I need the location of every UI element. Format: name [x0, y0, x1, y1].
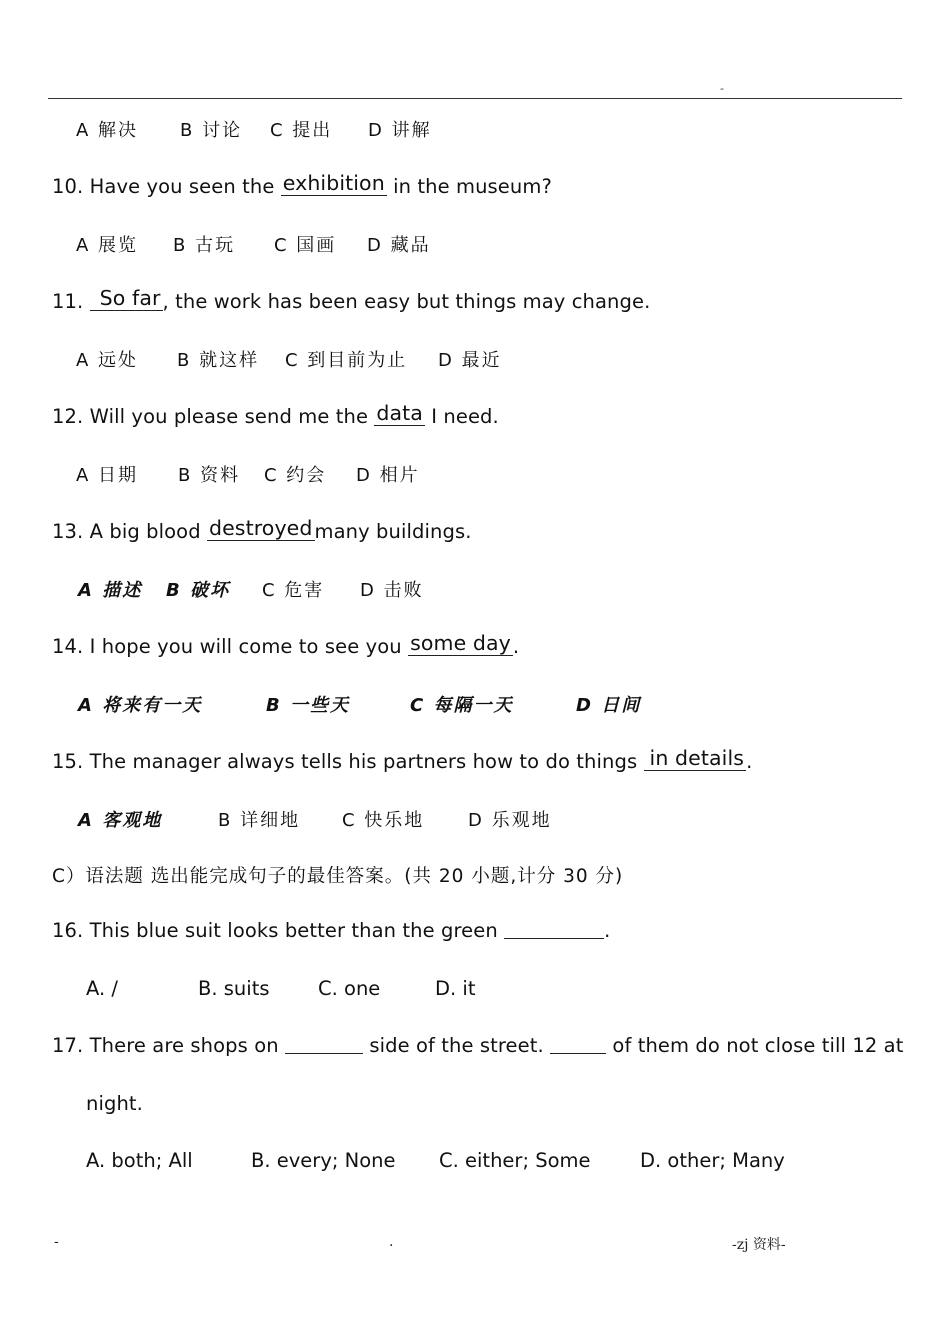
q10-underlined: exhibition — [282, 171, 385, 195]
q12-text-after: I need. — [431, 405, 499, 428]
section-c-heading: C）语法题 选出能完成句子的最佳答案。(共 20 小题,计分 30 分) — [52, 866, 624, 887]
q13-option-a: A 描述 — [78, 580, 143, 601]
footer-center-mark: . — [389, 1234, 394, 1250]
q9-option-d: D 讲解 — [368, 120, 432, 141]
q15-text-before: The manager always tells his partners how to do things — [89, 750, 638, 773]
q13-options — [78, 576, 424, 602]
q11-option-d: D 最近 — [438, 350, 502, 371]
q9-option-a: A 解决 — [76, 120, 139, 141]
question-16 — [52, 919, 610, 942]
q14-options — [78, 691, 641, 717]
q12-text-before: Will you please send me the — [89, 405, 369, 428]
q14-text-after: . — [512, 635, 520, 658]
q14-text-before: I hope you will come to see you — [89, 635, 402, 658]
q17-option-c: C. either; Some — [439, 1149, 591, 1172]
q15-underlined: in details — [644, 747, 747, 771]
q17-line2: night. — [86, 1092, 143, 1115]
q14-option-a: A 将来有一天 — [78, 695, 203, 716]
q15-option-a: A 客观地 — [78, 810, 163, 831]
q16-option-c: C. one — [318, 977, 381, 1000]
q16-text-after: . — [604, 919, 611, 942]
q10-option-b: B 古玩 — [173, 235, 236, 256]
q13-text-after: many buildings. — [314, 520, 472, 543]
q10-options — [76, 231, 431, 257]
q10-option-a: A 展览 — [76, 235, 139, 256]
q10-text-before: Have you seen the — [89, 175, 275, 198]
q13-option-c: C 危害 — [262, 580, 325, 601]
q14-option-b: B 一些天 — [266, 695, 350, 716]
q17-number: 17. — [52, 1034, 84, 1057]
footer-label: -zj 资料- — [732, 1237, 786, 1253]
q10-number: 10. — [52, 175, 84, 198]
q16-options — [86, 977, 475, 1000]
q11-option-a: A 远处 — [76, 350, 139, 371]
q12-option-a: A 日期 — [76, 465, 139, 486]
q17-text-part3: of them do not close till 12 at — [612, 1034, 904, 1057]
q11-underlined: So far — [90, 287, 163, 311]
q9-option-c: C 提出 — [270, 120, 333, 141]
question-14 — [52, 632, 519, 658]
q10-option-d: D 藏品 — [367, 235, 431, 256]
q17-blank-2 — [550, 1037, 606, 1054]
q12-underlined: data — [376, 401, 423, 425]
q16-option-a: A. / — [86, 977, 118, 1000]
header-mark: - — [720, 82, 724, 95]
question-12 — [52, 402, 499, 428]
q11-options — [76, 346, 502, 372]
q13-text-before: A big blood — [89, 520, 201, 543]
q12-number: 12. — [52, 405, 84, 428]
q15-text-after: . — [746, 750, 753, 773]
q9-options — [76, 116, 432, 142]
q14-option-d: D 日间 — [576, 695, 642, 716]
q11-option-c: C 到目前为止 — [285, 350, 408, 371]
question-17 — [52, 1034, 903, 1057]
q17-option-a: A. both; All — [86, 1149, 193, 1172]
q15-number: 15. — [52, 750, 84, 773]
q15-option-d: D 乐观地 — [468, 810, 552, 831]
q17-blank-1 — [285, 1037, 363, 1054]
q17-option-b: B. every; None — [251, 1149, 396, 1172]
q16-blank — [504, 922, 604, 939]
question-13 — [52, 517, 472, 543]
q17-text-part1: There are shops on — [89, 1034, 279, 1057]
q15-option-c: C 快乐地 — [342, 810, 425, 831]
q14-option-c: C 每隔一天 — [410, 695, 514, 716]
q12-option-b: B 资料 — [178, 465, 241, 486]
q10-text-after: in the museum? — [393, 175, 552, 198]
question-10 — [52, 172, 552, 198]
q9-option-b: B 讨论 — [180, 120, 243, 141]
question-11 — [52, 287, 650, 313]
q14-underlined: some day — [410, 631, 511, 655]
q16-option-b: B. suits — [198, 977, 270, 1000]
q17-options — [86, 1149, 785, 1172]
q11-number: 11. — [52, 290, 84, 313]
q16-number: 16. — [52, 919, 84, 942]
q12-options — [76, 461, 420, 487]
q13-option-d: D 击败 — [360, 580, 424, 601]
q13-number: 13. — [52, 520, 84, 543]
q16-text-before: This blue suit looks better than the green — [89, 919, 498, 942]
footer-left-mark: - — [54, 1234, 59, 1250]
header-rule — [48, 98, 902, 99]
q13-option-b: B 破坏 — [166, 580, 230, 601]
q15-options — [78, 806, 552, 832]
q17-option-d: D. other; Many — [640, 1149, 785, 1172]
q15-option-b: B 详细地 — [218, 810, 301, 831]
q12-option-c: C 约会 — [264, 465, 327, 486]
q13-underlined: destroyed — [208, 516, 313, 540]
question-15 — [52, 747, 752, 773]
q11-text-after: , the work has been easy but things may change. — [162, 290, 651, 313]
q16-option-d: D. it — [435, 977, 476, 1000]
q11-option-b: B 就这样 — [177, 350, 260, 371]
q12-option-d: D 相片 — [356, 465, 420, 486]
q10-option-c: C 国画 — [274, 235, 337, 256]
q17-text-part2: side of the street. — [369, 1034, 544, 1057]
q14-number: 14. — [52, 635, 84, 658]
